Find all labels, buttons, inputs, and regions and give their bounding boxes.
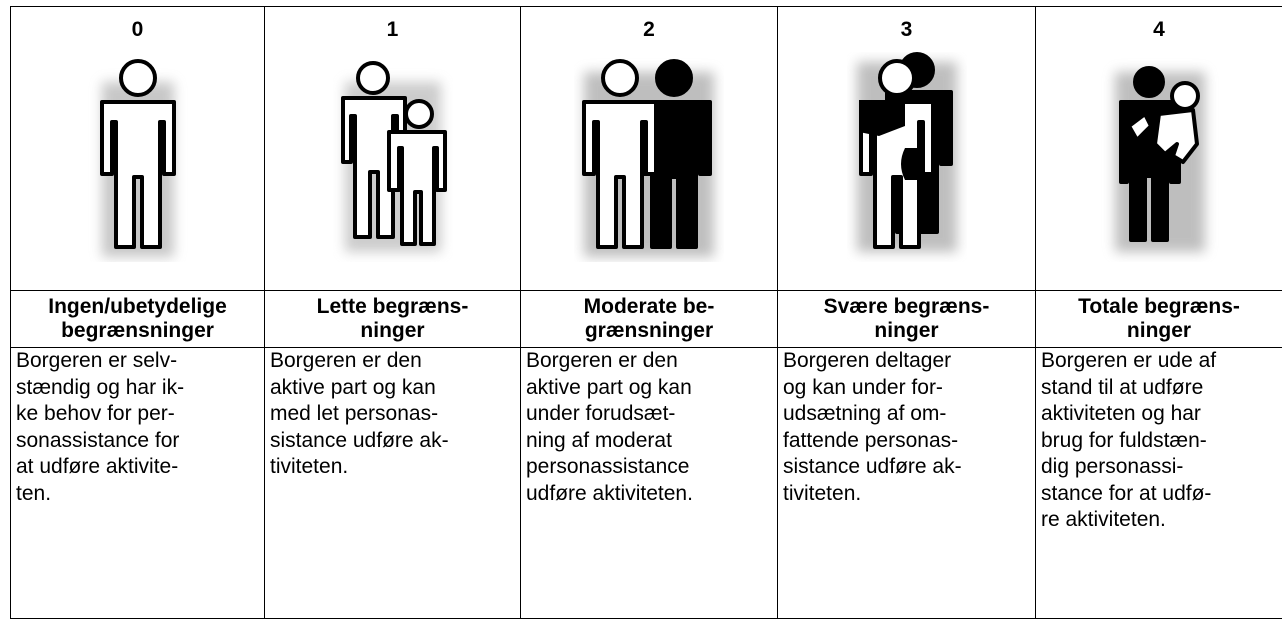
description-cell-0: [11, 348, 265, 619]
level-heading: Moderate be- grænsninger: [521, 291, 777, 343]
level-heading: Svære begræns- ninger: [778, 291, 1035, 343]
heading-cell-0: [11, 291, 265, 348]
level-description-row: [11, 348, 1282, 619]
level-description: Borgeren er den aktive part og kan med let personas- sistance udføre ak- tiviteten.: [265, 348, 520, 481]
person-moderate-assistance-icon: [574, 52, 724, 262]
functional-level-table: [10, 6, 1282, 619]
person-extensive-assistance-icon: [847, 52, 967, 262]
level-number: 4: [1036, 18, 1282, 42]
level-cell-4: [1036, 7, 1282, 291]
person-total-assistance-icon: [1099, 52, 1219, 262]
level-number: 0: [11, 18, 264, 42]
level-description: Borgeren deltager og kan under for- udsætning af om- fattende personas- sistance udføre ak- tiviteten.: [778, 348, 1035, 507]
heading-cell-3: [778, 291, 1036, 348]
level-heading: Lette begræns- ninger: [265, 291, 520, 343]
heading-cell-4: [1036, 291, 1282, 348]
level-heading: Totale begræns- ninger: [1036, 291, 1282, 343]
description-cell-3: [778, 348, 1036, 619]
level-heading: Ingen/ubetydelige begrænsninger: [11, 291, 264, 343]
level-number-row: [11, 7, 1282, 291]
heading-cell-1: [265, 291, 521, 348]
level-description: Borgeren er ude af stand til at udføre aktiviteten og har brug for fuldstæn- dig personassi- stance for at udfø- re aktiviteten.: [1036, 348, 1282, 534]
person-independent-icon: [88, 52, 188, 262]
level-number: 1: [265, 18, 520, 42]
person-light-assistance-icon: [333, 52, 453, 262]
description-cell-4: [1036, 348, 1282, 619]
level-description: Borgeren er den aktive part og kan under forudsæt- ning af moderat personassistance udføre aktiviteten.: [521, 348, 777, 507]
level-cell-3: [778, 7, 1036, 291]
level-cell-1: [265, 7, 521, 291]
level-description: Borgeren er selv- stændig og har ik- ke behov for per- sonassistance for at udføre aktivite- ten.: [11, 348, 264, 507]
heading-cell-2: [521, 291, 778, 348]
level-cell-2: [521, 7, 778, 291]
level-number: 2: [521, 18, 777, 42]
description-cell-2: [521, 348, 778, 619]
description-cell-1: [265, 348, 521, 619]
level-cell-0: [11, 7, 265, 291]
level-heading-row: [11, 291, 1282, 348]
level-number: 3: [778, 18, 1035, 42]
